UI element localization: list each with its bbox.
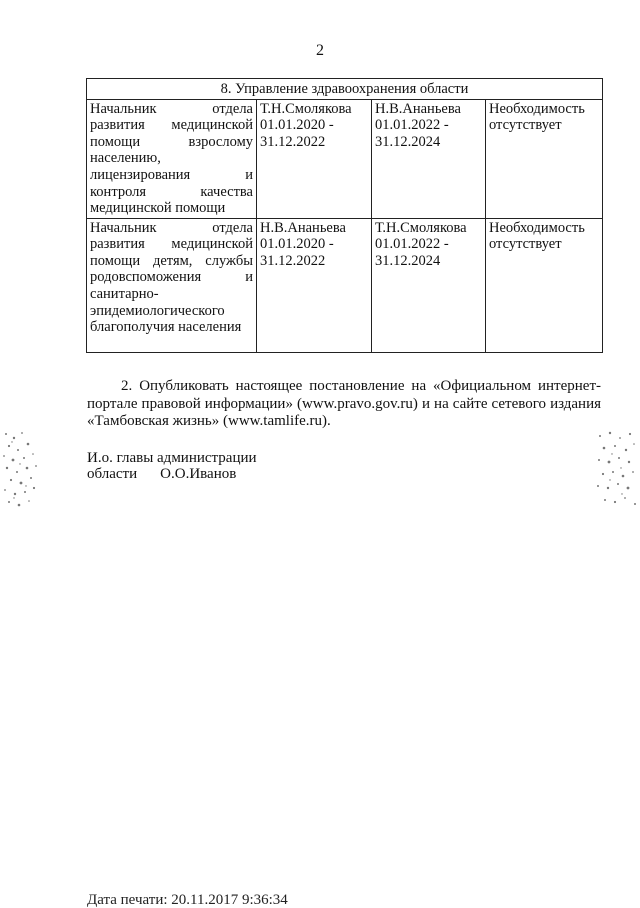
current-holder-cell (257, 99, 372, 218)
publication-paragraph: 2. Опубликовать настоящее постановление на «Официальном интернет-портале правовой информации» (www.pravo.gov.ru) и на сайте сетевого издания «Тамбовская жизнь» (www.tamlife.ru). (87, 378, 601, 429)
reserve-holder-name: Н.В.Ананьева (375, 100, 461, 117)
personnel-table (86, 78, 603, 353)
reserve-holder-name: Т.Н.Смолякова (375, 219, 467, 236)
current-holder-cell (257, 218, 372, 352)
table-section-row (87, 79, 603, 100)
signatory-name: О.О.Иванов (160, 466, 237, 482)
table-row (87, 218, 603, 352)
current-holder-period: 01.01.2020 - 31.12.2022 (260, 236, 334, 269)
section-title: 8. Управление здравоохранения области (87, 79, 603, 100)
current-holder-name: Н.В.Ананьева (260, 219, 346, 236)
current-holder-name: Т.Н.Смолякова (260, 100, 352, 117)
note-cell: Необходимость отсутствует (486, 218, 603, 352)
note-cell: Необходимость отсутствует (486, 99, 603, 218)
page-number: 2 (316, 42, 324, 59)
reserve-holder-period: 01.01.2022 - 31.12.2024 (375, 236, 449, 269)
reserve-holder-period: 01.01.2022 - 31.12.2024 (375, 117, 449, 150)
reserve-holder-cell (372, 99, 486, 218)
print-date: Дата печати: 20.11.2017 9:36:34 (87, 892, 288, 908)
reserve-holder-cell (372, 218, 486, 352)
signatory-title-line1: И.о. главы администрации (87, 450, 257, 466)
current-holder-period: 01.01.2020 - 31.12.2022 (260, 117, 334, 150)
signature-block (87, 450, 257, 482)
scan-noise-left (0, 428, 46, 512)
table-row (87, 99, 603, 218)
scan-noise-right (590, 428, 640, 512)
position-cell: Начальник отдела развития медицинской помощи взрослому населению, лицензирования и контроля качества медицинской помощи (87, 99, 257, 218)
position-cell: Начальник отдела развития медицинской помощи детям, службы родовспоможения и санитарно-эпидемиологического благополучия населения (87, 218, 257, 352)
signatory-title-line2: области (87, 466, 138, 482)
